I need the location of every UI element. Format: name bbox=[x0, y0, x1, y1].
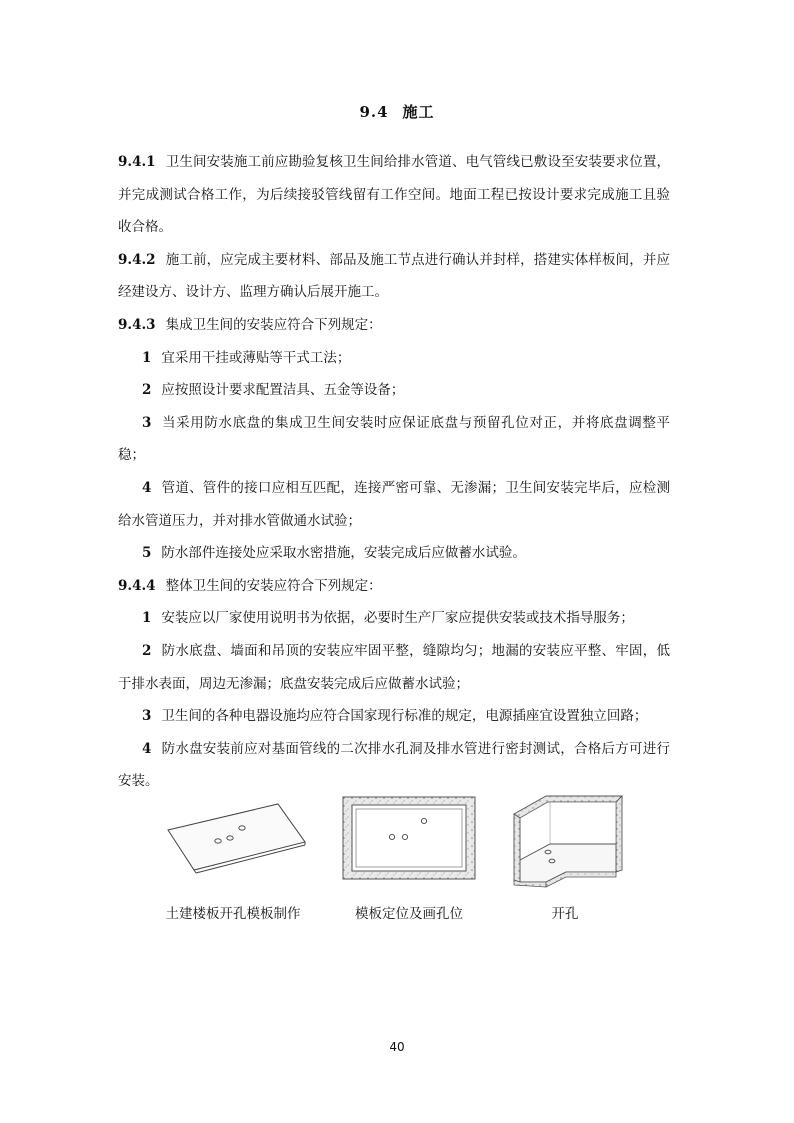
item-number: 3 bbox=[142, 708, 152, 725]
item-text: 防水部件连接处应采取水密措施，安装完成后应做蓄水试验。 bbox=[161, 545, 526, 562]
clause-text: 施工前，应完成主要材料、部品及施工节点进行确认并封样，搭建实体样板间，并应经建设方、设计方、监理方确认后展开施工。 bbox=[118, 251, 670, 301]
item-text: 防水盘安装前应对基面管线的二次排水孔洞及排水管进行密封测试，合格后方可进行安装。 bbox=[118, 740, 670, 790]
item-text: 防水底盘、墙面和吊顶的安装应牢固平整，缝隙均匀；地漏的安装应平整、牢固，低于排水表面，周边无渗漏；底盘安装完成后应做蓄水试验； bbox=[118, 642, 670, 692]
item-text: 管道、管件的接口应相互匹配，连接严密可靠、无渗漏；卫生间安装完毕后，应检测给水管道压力，并对排水管做通水试验； bbox=[118, 479, 670, 529]
item-number: 5 bbox=[142, 545, 152, 562]
clause-number: 9.4.2 bbox=[118, 251, 156, 268]
clause-9-4-4 bbox=[118, 570, 670, 603]
list-item bbox=[118, 472, 670, 537]
section-number: 9.4 bbox=[359, 103, 389, 121]
clause-9-4-3 bbox=[118, 309, 670, 342]
list-item bbox=[118, 537, 670, 570]
item-text: 宜采用干挂或薄贴等干式工法； bbox=[161, 349, 351, 366]
item-number: 4 bbox=[142, 479, 152, 496]
item-text: 应按照设计要求配置洁具、五金等设备； bbox=[161, 382, 405, 399]
figure-caption: 模板定位及画孔位 bbox=[355, 906, 463, 922]
item-number: 2 bbox=[142, 642, 152, 659]
item-number: 3 bbox=[142, 414, 152, 431]
list-item bbox=[118, 374, 670, 407]
clause-text: 集成卫生间的安装应符合下列规定： bbox=[165, 316, 382, 333]
section-body bbox=[118, 146, 670, 798]
item-number: 4 bbox=[142, 740, 152, 757]
figure-caption: 土建楼板开孔模板制作 bbox=[165, 906, 301, 922]
figure-caption: 开孔 bbox=[551, 906, 579, 922]
item-text: 卫生间的各种电器设施均应符合国家现行标准的规定，电源插座宜设置独立回路； bbox=[161, 708, 648, 725]
list-item bbox=[118, 733, 670, 798]
clause-number: 9.4.3 bbox=[118, 316, 156, 333]
slab-opening-template-icon bbox=[160, 792, 310, 882]
page-number: 40 bbox=[389, 1040, 405, 1054]
clause-9-4-2 bbox=[118, 244, 670, 309]
section-heading: 施工 bbox=[402, 103, 435, 121]
list-item bbox=[118, 635, 670, 700]
list-item bbox=[118, 342, 670, 375]
list-item bbox=[118, 602, 670, 635]
clause-text: 整体卫生间的安装应符合下列规定： bbox=[165, 577, 382, 594]
clause-9-4-1 bbox=[118, 146, 670, 244]
clause-number: 9.4.4 bbox=[118, 577, 156, 594]
clause-number: 9.4.1 bbox=[118, 154, 156, 170]
template-positioning-icon bbox=[342, 796, 476, 880]
clause-text: 卫生间安装施工前应勘验复核卫生间给排水管道、电气管线已敷设至安装要求位置，并完成测试合格工作，为后续接驳管线留有工作空间。地面工程已按设计要求完成施工且验收合格。 bbox=[118, 154, 670, 236]
item-number: 1 bbox=[142, 349, 152, 366]
list-item bbox=[118, 407, 670, 472]
item-number: 2 bbox=[142, 382, 152, 399]
drilled-holes-icon bbox=[510, 792, 626, 888]
item-number: 1 bbox=[142, 610, 152, 627]
list-item bbox=[118, 700, 670, 733]
section-title bbox=[0, 101, 794, 122]
item-text: 当采用防水底盘的集成卫生间安装时应保证底盘与预留孔位对正，并将底盘调整平稳； bbox=[118, 414, 670, 464]
item-text: 安装应以厂家使用说明书为依据，必要时生产厂家应提供安装或技术指导服务； bbox=[161, 610, 634, 627]
